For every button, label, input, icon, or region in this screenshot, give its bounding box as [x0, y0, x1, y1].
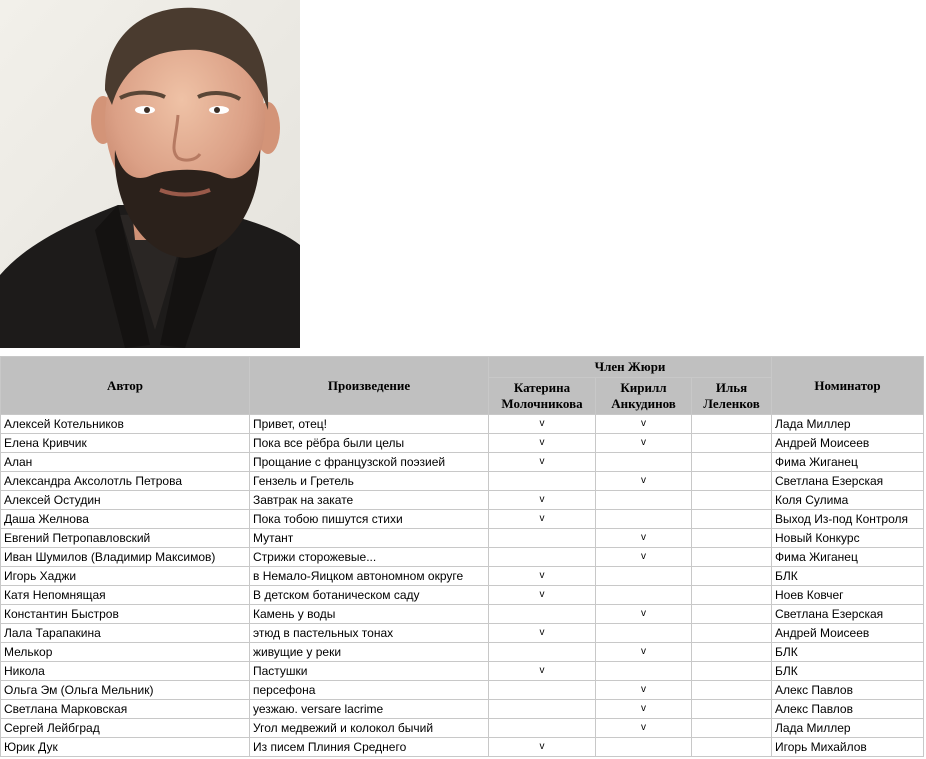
work-cell: Камень у воды — [250, 605, 489, 624]
work-cell: Пока все рёбра были целы — [250, 434, 489, 453]
table-row — [1, 415, 924, 434]
header-judge-lelenkov — [692, 378, 772, 415]
header-judge-ankudinov — [596, 378, 692, 415]
mark-lelenkov-cell — [692, 700, 772, 719]
mark-ankudinov-cell: v — [596, 434, 692, 453]
mark-molochnikova-cell — [489, 605, 596, 624]
mark-lelenkov-cell — [692, 586, 772, 605]
mark-ankudinov-cell: v — [596, 605, 692, 624]
table-row — [1, 472, 924, 491]
mark-lelenkov-cell — [692, 605, 772, 624]
table-row — [1, 453, 924, 472]
work-cell: Завтрак на закате — [250, 491, 489, 510]
mark-molochnikova-cell: v — [489, 453, 596, 472]
nominator-cell: Светлана Езерская — [772, 472, 924, 491]
mark-molochnikova-cell — [489, 548, 596, 567]
judge-first-name: Катерина — [513, 380, 571, 395]
mark-lelenkov-cell — [692, 529, 772, 548]
work-cell: Прощание с французской поэзией — [250, 453, 489, 472]
table-row — [1, 434, 924, 453]
mark-lelenkov-cell — [692, 567, 772, 586]
mark-lelenkov-cell — [692, 719, 772, 738]
mark-ankudinov-cell: v — [596, 643, 692, 662]
mark-molochnikova-cell: v — [489, 567, 596, 586]
header-work: Произведение — [250, 357, 489, 415]
table-row — [1, 738, 924, 757]
judge-first-name: Илья — [715, 380, 748, 395]
work-cell: персефона — [250, 681, 489, 700]
mark-ankudinov-cell — [596, 491, 692, 510]
mark-molochnikova-cell: v — [489, 434, 596, 453]
mark-lelenkov-cell — [692, 548, 772, 567]
work-cell: В детском ботаническом саду — [250, 586, 489, 605]
nominator-cell: БЛК — [772, 567, 924, 586]
nominator-cell: Коля Сулима — [772, 491, 924, 510]
mark-molochnikova-cell: v — [489, 624, 596, 643]
mark-lelenkov-cell — [692, 510, 772, 529]
mark-molochnikova-cell: v — [489, 415, 596, 434]
header-nominator: Номинатор — [772, 357, 924, 415]
table-row — [1, 700, 924, 719]
mark-ankudinov-cell — [596, 624, 692, 643]
table-body — [1, 415, 924, 757]
table-row — [1, 529, 924, 548]
mark-ankudinov-cell — [596, 586, 692, 605]
author-cell: Александра Аксолотль Петрова — [1, 472, 250, 491]
table-row — [1, 681, 924, 700]
header-author: Автор — [1, 357, 250, 415]
mark-ankudinov-cell: v — [596, 472, 692, 491]
author-cell: Алексей Котельников — [1, 415, 250, 434]
mark-molochnikova-cell — [489, 643, 596, 662]
table-row — [1, 567, 924, 586]
nominator-cell: БЛК — [772, 662, 924, 681]
mark-ankudinov-cell: v — [596, 529, 692, 548]
table-row — [1, 643, 924, 662]
mark-lelenkov-cell — [692, 624, 772, 643]
mark-ankudinov-cell — [596, 738, 692, 757]
mark-lelenkov-cell — [692, 681, 772, 700]
nominator-cell: Лада Миллер — [772, 415, 924, 434]
mark-ankudinov-cell: v — [596, 415, 692, 434]
nominator-cell: БЛК — [772, 643, 924, 662]
mark-ankudinov-cell: v — [596, 548, 692, 567]
work-cell: Пастушки — [250, 662, 489, 681]
author-cell: Евгений Петропавловский — [1, 529, 250, 548]
table-row — [1, 510, 924, 529]
work-cell: уезжаю. versare lacrime — [250, 700, 489, 719]
mark-molochnikova-cell: v — [489, 510, 596, 529]
author-portrait-photo — [0, 0, 300, 348]
nominator-cell: Алекс Павлов — [772, 681, 924, 700]
author-cell: Светлана Марковская — [1, 700, 250, 719]
author-cell: Елена Кривчик — [1, 434, 250, 453]
nominator-cell: Ноев Ковчег — [772, 586, 924, 605]
nominator-cell: Светлана Езерская — [772, 605, 924, 624]
mark-molochnikova-cell: v — [489, 738, 596, 757]
work-cell: Мутант — [250, 529, 489, 548]
work-cell: Стрижи сторожевые... — [250, 548, 489, 567]
nominator-cell: Фима Жиганец — [772, 453, 924, 472]
mark-lelenkov-cell — [692, 434, 772, 453]
table-row — [1, 548, 924, 567]
author-cell: Сергей Лейбград — [1, 719, 250, 738]
author-cell: Алан — [1, 453, 250, 472]
mark-ankudinov-cell — [596, 510, 692, 529]
author-cell: Катя Непомнящая — [1, 586, 250, 605]
work-cell: живущие у реки — [250, 643, 489, 662]
author-cell: Мелькор — [1, 643, 250, 662]
table-row — [1, 624, 924, 643]
author-cell: Юрик Дук — [1, 738, 250, 757]
mark-ankudinov-cell — [596, 453, 692, 472]
nominator-cell: Новый Конкурс — [772, 529, 924, 548]
nominator-cell: Лада Миллер — [772, 719, 924, 738]
mark-lelenkov-cell — [692, 472, 772, 491]
jury-results-table — [0, 356, 924, 757]
table-row — [1, 662, 924, 681]
mark-molochnikova-cell — [489, 700, 596, 719]
author-cell: Алексей Остудин — [1, 491, 250, 510]
mark-lelenkov-cell — [692, 491, 772, 510]
mark-lelenkov-cell — [692, 415, 772, 434]
mark-lelenkov-cell — [692, 662, 772, 681]
author-cell: Ольга Эм (Ольга Мельник) — [1, 681, 250, 700]
mark-molochnikova-cell — [489, 681, 596, 700]
nominator-cell: Андрей Моисеев — [772, 434, 924, 453]
judge-first-name: Кирилл — [620, 380, 667, 395]
work-cell: этюд в пастельных тонах — [250, 624, 489, 643]
mark-molochnikova-cell — [489, 529, 596, 548]
author-cell: Игорь Хаджи — [1, 567, 250, 586]
mark-molochnikova-cell — [489, 719, 596, 738]
work-cell: Гензель и Гретель — [250, 472, 489, 491]
judge-last-name: Леленков — [703, 396, 760, 411]
mark-ankudinov-cell — [596, 662, 692, 681]
nominator-cell: Выход Из-под Контроля — [772, 510, 924, 529]
judge-last-name: Молочникова — [501, 396, 583, 411]
nominator-cell: Андрей Моисеев — [772, 624, 924, 643]
table-row — [1, 491, 924, 510]
mark-molochnikova-cell — [489, 472, 596, 491]
mark-molochnikova-cell: v — [489, 662, 596, 681]
work-cell: Из писем Плиния Среднего — [250, 738, 489, 757]
mark-ankudinov-cell: v — [596, 719, 692, 738]
mark-ankudinov-cell — [596, 567, 692, 586]
table-row — [1, 586, 924, 605]
author-cell: Константин Быстров — [1, 605, 250, 624]
work-cell: Привет, отец! — [250, 415, 489, 434]
work-cell: в Немало-Яицком автономном округе — [250, 567, 489, 586]
work-cell: Пока тобою пишутся стихи — [250, 510, 489, 529]
mark-molochnikova-cell: v — [489, 586, 596, 605]
mark-lelenkov-cell — [692, 643, 772, 662]
table-row — [1, 719, 924, 738]
portrait-image — [0, 0, 300, 348]
header-jury: Член Жюри — [489, 357, 772, 378]
mark-lelenkov-cell — [692, 453, 772, 472]
mark-lelenkov-cell — [692, 738, 772, 757]
table-row — [1, 605, 924, 624]
nominator-cell: Алекс Павлов — [772, 700, 924, 719]
nominator-cell: Игорь Михайлов — [772, 738, 924, 757]
judge-last-name: Анкудинов — [611, 396, 676, 411]
nominator-cell: Фима Жиганец — [772, 548, 924, 567]
mark-ankudinov-cell: v — [596, 700, 692, 719]
author-cell: Лала Тарапакина — [1, 624, 250, 643]
work-cell: Угол медвежий и колокол бычий — [250, 719, 489, 738]
header-judge-molochnikova — [489, 378, 596, 415]
author-cell: Даша Желнова — [1, 510, 250, 529]
mark-molochnikova-cell: v — [489, 491, 596, 510]
author-cell: Иван Шумилов (Владимир Максимов) — [1, 548, 250, 567]
author-cell: Никола — [1, 662, 250, 681]
mark-ankudinov-cell: v — [596, 681, 692, 700]
